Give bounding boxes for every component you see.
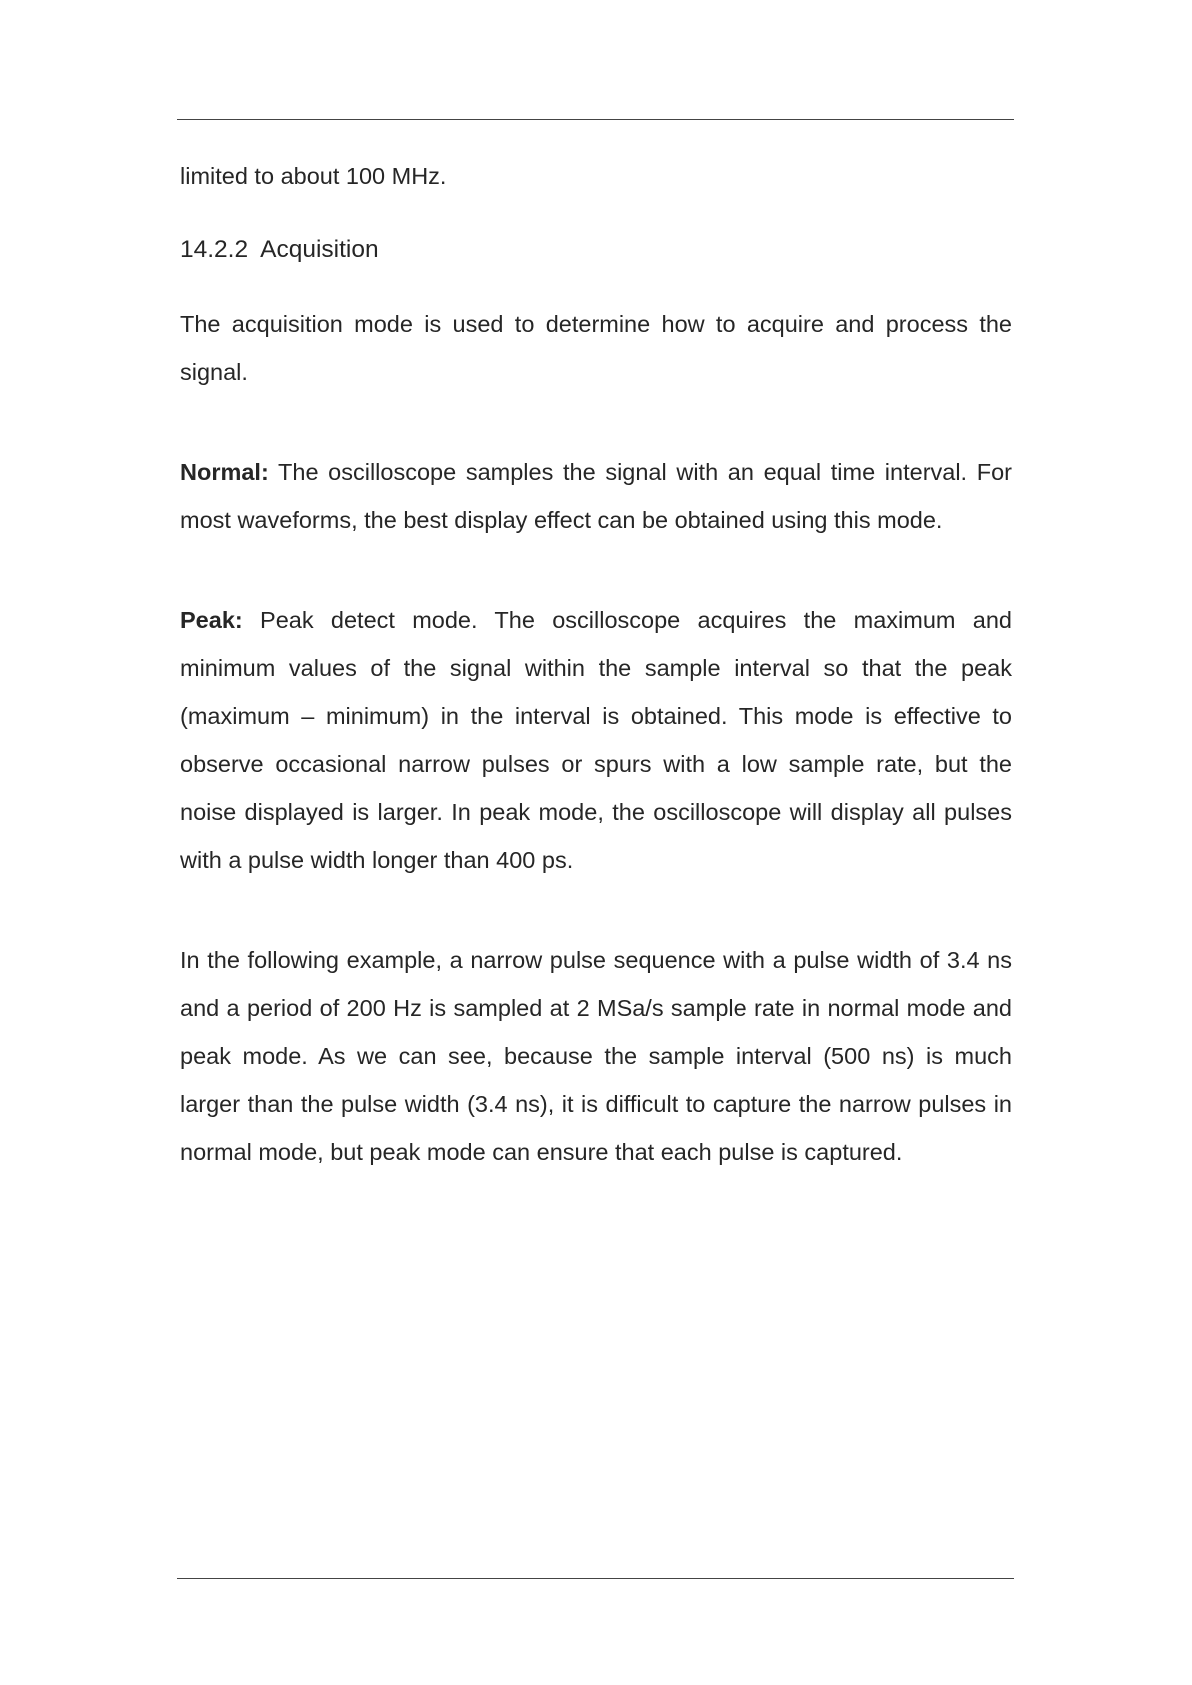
section-title: Acquisition: [260, 236, 379, 263]
paragraph-peak: [180, 596, 1012, 884]
spacer: [180, 200, 1012, 226]
peak-text: Peak detect mode. The oscilloscope acquires the maximum and minimum values of the signal within the sample interval so that the peak (maximum – minimum) in the interval is obtained. This mode is effective to observe occasional narrow pulses or spurs with a low sample rate, but the noise displayed is larger. In peak mode, the oscilloscope will display all pulses with a pulse width longer than 400 ps.: [180, 607, 1012, 873]
normal-label: Normal:: [180, 459, 269, 485]
section-number: 14.2.2: [180, 236, 249, 263]
paragraph-normal: [180, 448, 1012, 544]
paragraph-acquisition-intro: The acquisition mode is used to determine how to acquire and process the signal.: [180, 311, 1012, 385]
normal-text: The oscilloscope samples the signal with an equal time interval. For most waveforms, the best display effect can be obtained using this mode.: [180, 459, 1012, 533]
spacer: [180, 544, 1012, 596]
spacer: [180, 396, 1012, 448]
footer-rule: [177, 1578, 1014, 1579]
peak-label: Peak:: [180, 607, 243, 633]
spacer: [180, 884, 1012, 936]
page-content: [180, 152, 1012, 1176]
spacer: [180, 274, 1012, 300]
paragraph-example: In the following example, a narrow pulse sequence with a pulse width of 3.4 ns and a period of 200 Hz is sampled at 2 MSa/s sample rate in normal mode and peak mode. As we can see, because the sample interval (500 ns) is much larger than the pulse width (3.4 ns), it is difficult to capture the narrow pulses in normal mode, but peak mode can ensure that each pulse is captured.: [180, 947, 1012, 1165]
header-rule: [177, 119, 1014, 120]
section-heading: [180, 226, 1012, 274]
intro-line: limited to about 100 MHz.: [180, 163, 447, 189]
